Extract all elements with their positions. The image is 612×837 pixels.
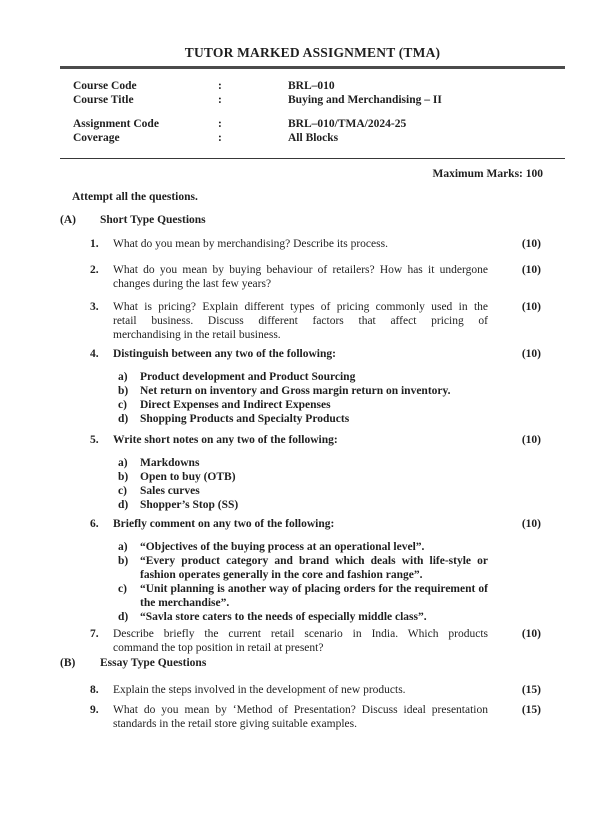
course-value: All Blocks [288,132,339,144]
question-text [113,347,488,426]
course-label: Assignment Code [73,117,159,130]
question-row [60,517,565,624]
course-info-table [60,69,565,159]
subitem-line: Shopping Products and Specialty Products [140,412,350,425]
question-number: 8. [90,683,99,696]
attempt-note: Attempt all the questions. [72,190,198,203]
question-line: standards in the retail store giving suitable examples. [113,717,357,730]
subitem-line: fashion operates generally in the core and fashion range”. [140,568,423,581]
subitem-line: Markdowns [140,456,200,469]
section-title: Essay Type Questions [100,656,207,669]
subitem-text [140,498,488,512]
section-label: (B) [60,656,76,669]
question-text [113,300,488,342]
subitem-letter: b) [118,554,129,567]
question-marks: (10) [521,347,541,360]
question-marks: (10) [521,300,541,313]
subitem [113,412,488,426]
question-line: What do you mean by merchandising? Describe its process. [113,237,388,250]
subitem [113,470,488,484]
question-line: What do you mean by buying behaviour of retailers? How has it undergone [113,263,488,276]
subitem-letter: a) [118,370,128,383]
subitem [113,398,488,412]
question-marks: (10) [521,263,541,276]
question-marks: (10) [521,517,541,530]
section-heading [60,213,565,227]
subitem-line: Sales curves [140,484,200,497]
course-label: Coverage [73,132,120,144]
subitem [113,384,488,398]
question-text [113,433,488,512]
course-row [73,131,565,146]
question-line: command the top position in retail at present? [113,641,324,654]
subitem-list [113,456,488,512]
course-value: BRL–010/TMA/2024-25 [288,117,407,130]
subitem [113,456,488,470]
subitem-letter: c) [118,484,127,497]
question-number: 7. [90,627,99,640]
subitem-text [140,470,488,484]
question-text [113,627,488,655]
subitem-letter: d) [118,610,129,623]
question-text [113,517,488,624]
question-row [60,627,565,655]
subitem-line: “Unit planning is another way of placing orders for the requirement of [140,582,488,595]
question-marks: (15) [521,683,541,696]
subitem [113,484,488,498]
question-text [113,263,488,291]
assignment-page [0,45,612,837]
page-title: TUTOR MARKED ASSIGNMENT (TMA) [184,45,441,60]
subitem-letter: b) [118,470,129,483]
subitem-letter: d) [118,498,129,511]
subitem [113,540,488,554]
course-row [73,79,565,94]
subitem-line: Direct Expenses and Indirect Expenses [140,398,331,411]
subitem-line: Open to buy (OTB) [140,470,236,483]
subitem [113,370,488,384]
subitem [113,610,488,624]
question-text [113,237,488,251]
question-line: Explain the steps involved in the development of new products. [113,683,406,696]
subitem-text [140,554,488,582]
subitem-text [140,582,488,610]
course-label: Course Code [73,79,137,92]
question-line: Write short notes on any two of the following: [113,433,338,446]
questions-area [60,213,565,731]
course-separator: : [218,94,222,106]
subitem-letter: a) [118,540,128,553]
subitem-text [140,456,488,470]
question-row [60,433,565,512]
section-heading [60,656,565,670]
question-number: 1. [90,237,99,250]
course-separator: : [218,117,222,130]
subitem-letter: a) [118,456,128,469]
section-label: (A) [60,213,76,226]
subitem-text [140,540,488,554]
subitem-line: Shopper’s Stop (SS) [140,498,239,511]
course-value: Buying and Merchandising – II [288,94,442,106]
subitem [113,582,488,610]
subitem-text [140,412,488,426]
course-label: Course Title [73,94,134,106]
question-marks: (15) [521,703,541,716]
question-row [60,347,565,426]
course-row [73,93,565,108]
section-title: Short Type Questions [100,213,206,226]
question-number: 4. [90,347,99,360]
subitem-line: “Savla store caters to the needs of especially middle class”. [140,610,427,623]
question-text [113,683,488,697]
subitem-letter: c) [118,582,127,595]
subitem-line: Product development and Product Sourcing [140,370,356,383]
question-line: Briefly comment on any two of the following: [113,517,335,530]
subitem-letter: c) [118,398,127,411]
page-content [60,45,565,731]
subitem-text [140,384,488,398]
course-value: BRL–010 [288,79,335,92]
subitem-text [140,484,488,498]
question-line: Distinguish between any two of the following: [113,347,336,360]
subitem-text [140,370,488,384]
subitem-line: the merchandise”. [140,596,230,609]
question-line: What do you mean by ‘Method of Presentation? Discuss ideal presentation [113,703,488,716]
course-row [73,117,565,132]
question-line: merchandising in the retail business. [113,328,281,341]
question-row [60,300,565,342]
subitem-letter: d) [118,412,129,425]
subitem-line: “Every product category and brand which deals with life-style or [140,554,488,567]
question-line: Describe briefly the current retail scenario in India. Which products [113,627,488,640]
question-line: retail business. Discuss different factors that affect pricing of [113,314,488,327]
question-text [113,703,488,731]
subitem-line: Net return on inventory and Gross margin return on inventory. [140,384,451,397]
course-separator: : [218,132,222,144]
question-row [60,703,565,731]
question-marks: (10) [521,433,541,446]
question-number: 6. [90,517,99,530]
subitem [113,498,488,512]
subitem-list [113,540,488,624]
question-row [60,683,565,697]
subitem-list [113,370,488,426]
max-marks: Maximum Marks: 100 [432,167,543,180]
question-marks: (10) [521,627,541,640]
course-separator: : [218,79,222,92]
question-row [60,237,565,251]
question-number: 2. [90,263,99,276]
subitem-text [140,610,488,624]
question-number: 3. [90,300,99,313]
subitem-line: “Objectives of the buying process at an operational level”. [140,540,425,553]
question-line: changes during the last few years? [113,277,272,290]
question-number: 5. [90,433,99,446]
question-line: What is pricing? Explain different types of pricing commonly used in the [113,300,488,313]
question-number: 9. [90,703,99,716]
question-row [60,263,565,291]
question-marks: (10) [521,237,541,250]
subitem [113,554,488,582]
subitem-letter: b) [118,384,129,397]
subitem-text [140,398,488,412]
